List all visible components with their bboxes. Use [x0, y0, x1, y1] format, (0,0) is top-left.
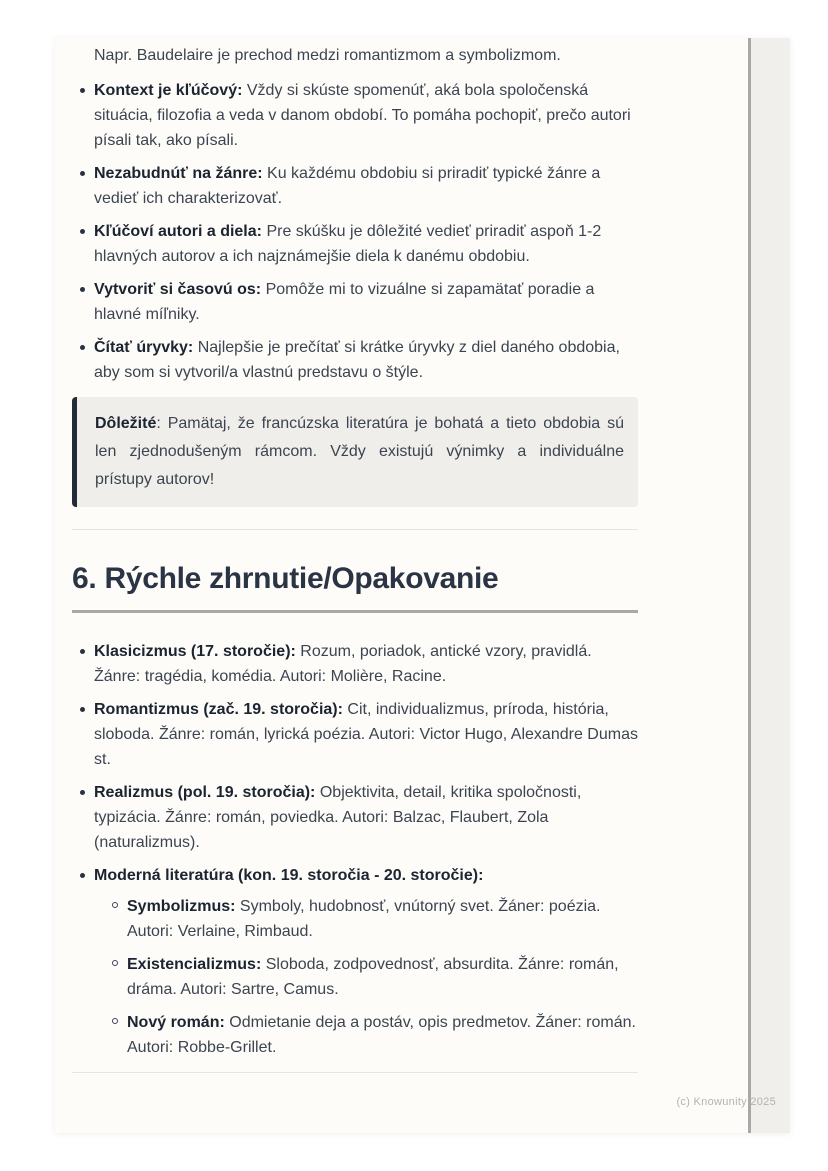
list-item-lead: Existencializmus:	[127, 956, 262, 973]
sub-list-item	[127, 952, 638, 1002]
bottom-divider	[72, 1072, 638, 1073]
list-item-lead: Moderná literatúra (kon. 19. storočia - 20. storočie):	[94, 867, 484, 884]
page-content	[72, 43, 638, 1073]
list-item-text: Ku každému obdobiu si priradiť typické žánre a vedieť ich charakterizovať.	[94, 165, 601, 207]
list-item	[94, 78, 638, 153]
heading-rule	[72, 610, 638, 613]
list-item	[94, 335, 638, 385]
scrollbar-thumb[interactable]	[748, 38, 751, 1133]
callout-lead: Dôležité	[95, 415, 157, 432]
list-item-lead: Nezabudnúť na žánre:	[94, 165, 263, 182]
list-item-text: Symboly, hudobnosť, vnútorný svet. Žáner: poézia. Autori: Verlaine, Rimbaud.	[127, 898, 601, 940]
list-item-lead: Romantizmus (zač. 19. storočia):	[94, 701, 343, 718]
list-item-lead: Realizmus (pol. 19. storočia):	[94, 784, 316, 801]
list-item-lead: Kľúčoví autori a diela:	[94, 223, 262, 240]
sub-list-item	[127, 894, 638, 944]
list-item	[94, 161, 638, 211]
list-item	[94, 780, 638, 855]
section-divider	[72, 529, 638, 530]
list-item-text: Vždy si skúste spomenúť, aká bola spoločenská situácia, filozofia a veda v danom období. To pomáha pochopiť, prečo autori písali tak, ako písali.	[94, 82, 631, 149]
modern-literature-sublist	[94, 894, 638, 1060]
list-item	[94, 219, 638, 269]
scrollbar-track[interactable]	[751, 38, 790, 1133]
list-item-text: Cit, individualizmus, príroda, história, sloboda. Žánre: román, lyrická poézia. Autori: Victor Hugo, Alexandre Dumas st.	[94, 701, 638, 768]
paragraph-note: Napr. Baudelaire je prechod medzi romantizmom a symbolizmom.	[94, 47, 561, 64]
list-item-lead: Klasicizmus (17. storočie):	[94, 643, 296, 660]
list-item-text: Objektivita, detail, kritika spoločnosti, typizácia. Žánre: román, poviedka. Autori: Balzac, Flaubert, Zola (naturalizmus).	[94, 784, 582, 851]
list-item-text: Odmietanie deja a postáv, opis predmetov. Žáner: román. Autori: Robbe-Grillet.	[127, 1014, 636, 1056]
callout-text	[95, 410, 624, 494]
list-item-lead: Čítať úryvky:	[94, 339, 194, 356]
list-item	[94, 863, 638, 1060]
sub-list-item	[127, 1010, 638, 1060]
study-tips-list	[72, 78, 638, 385]
list-item	[94, 277, 638, 327]
section-heading: 6. Rýchle zhrnutie/Opakovanie	[72, 562, 499, 595]
list-item-lead: Symbolizmus:	[127, 898, 236, 915]
list-item	[94, 639, 638, 689]
list-item-text: Pre skúšku je dôležité vedieť priradiť aspoň 1-2 hlavných autorov a ich najznámejšie diela k danému obdobiu.	[94, 223, 602, 265]
list-item-lead: Kontext je kľúčový:	[94, 82, 243, 99]
list-item	[94, 697, 638, 772]
document-page	[55, 38, 790, 1133]
copyright-watermark: (c) Knowunity 2025	[676, 1096, 776, 1108]
list-item-text: Sloboda, zodpovednosť, absurdita. Žánre: román, dráma. Autori: Sartre, Camus.	[127, 956, 619, 998]
important-callout	[72, 397, 638, 507]
list-item-lead: Vytvoriť si časovú os:	[94, 281, 262, 298]
callout-body: : Pamätaj, že francúzska literatúra je bohatá a tieto obdobia sú len zjednodušeným rámcom. Vždy existujú výnimky a individuálne prístupy autorov!	[95, 415, 624, 488]
list-item-text: Rozum, poriadok, antické vzory, pravidlá. Žánre: tragédia, komédia. Autori: Molière, Racine.	[94, 643, 592, 685]
list-item-lead: Nový román:	[127, 1014, 225, 1031]
summary-list	[72, 639, 638, 1060]
list-item-text: Najlepšie je prečítať si krátke úryvky z diel daného obdobia, aby som si vytvoril/a vlastnú predstavu o štýle.	[94, 339, 620, 381]
list-item-text: Pomôže mi to vizuálne si zapamätať poradie a hlavné míľniky.	[94, 281, 595, 323]
